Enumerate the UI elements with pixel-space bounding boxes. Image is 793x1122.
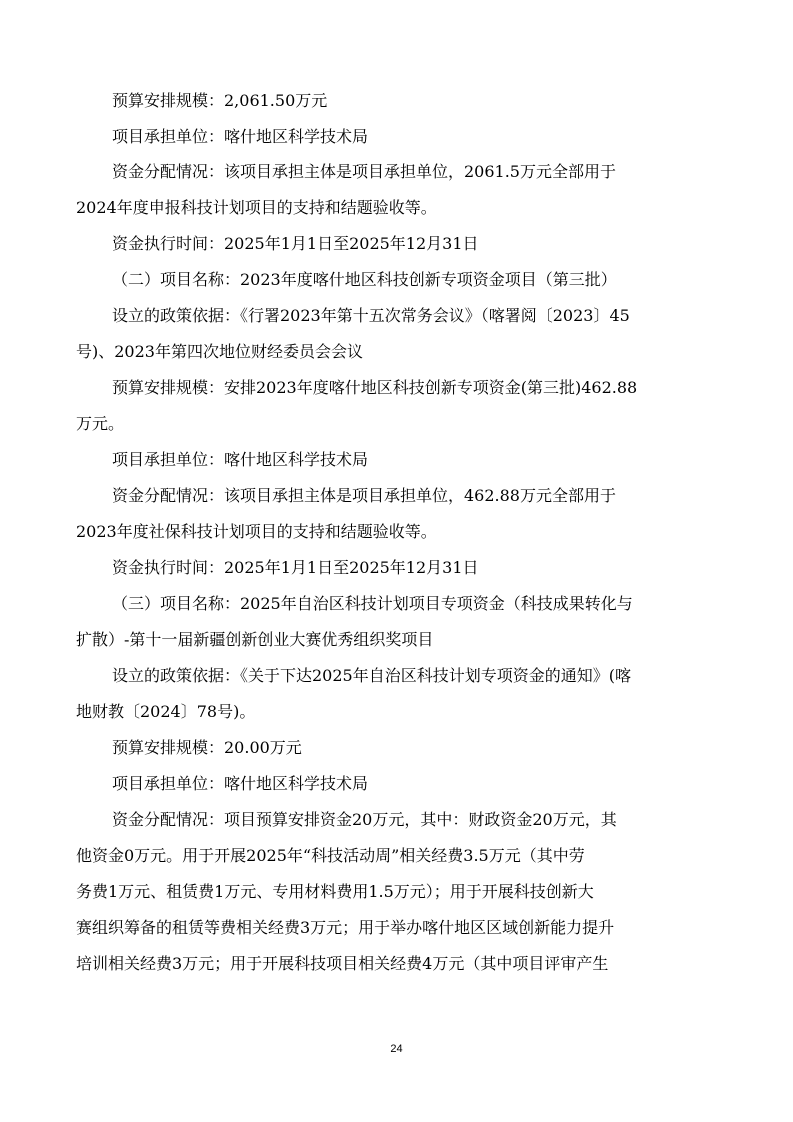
page-number: 24 <box>390 1043 403 1055</box>
text-line: 项目承担单位：喀什地区科学技术局 <box>112 774 369 793</box>
section-heading: （二）项目名称：2023年度喀什地区科技创新专项资金项目（第三批） <box>112 270 617 289</box>
section-heading: （三）项目名称：2025年自治区科技计划项目专项资金（科技成果转化与 <box>112 594 633 613</box>
text-line: 地财教〔2024〕78号)。 <box>76 702 256 721</box>
text-line: 资金分配情况：该项目承担主体是项目承担单位，2061.5万元全部用于 <box>112 162 616 181</box>
text-line: 2024年度申报科技计划项目的支持和结题验收等。 <box>76 198 437 217</box>
text-line: 务费1万元、租赁费1万元、专用材料费用1.5万元）；用于开展科技创新大 <box>76 882 594 901</box>
text-line: 预算安排规模：安排2023年度喀什地区科技创新专项资金(第三批)462.88 <box>112 378 638 397</box>
text-line: 扩散）-第十一届新疆创新创业大赛优秀组织奖项目 <box>76 630 434 649</box>
text-line: 预算安排规模：20.00万元 <box>112 738 302 757</box>
text-line: 项目承担单位：喀什地区科学技术局 <box>112 127 369 146</box>
text-line: 万元。 <box>76 414 125 433</box>
text-line: 资金执行时间：2025年1月1日至2025年12月31日 <box>112 558 479 577</box>
text-line: 设立的政策依据：《行署2023年第十五次常务会议》（喀署阅〔2023〕45 <box>112 306 630 325</box>
text-line: 号)、2023年第四次地位财经委员会会议 <box>76 342 363 361</box>
text-line: 预算安排规模：2,061.50万元 <box>112 91 328 110</box>
text-line: 2023年度社保科技计划项目的支持和结题验收等。 <box>76 522 437 541</box>
text-line: 赛组织筹备的租赁等费相关经费3万元；用于举办喀什地区区域创新能力提升 <box>76 918 615 937</box>
text-line: 资金分配情况：该项目承担主体是项目承担单位，462.88万元全部用于 <box>112 486 616 505</box>
text-line: 他资金0万元。用于开展2025年“科技活动周”相关经费3.5万元（其中劳 <box>76 846 585 865</box>
text-line: 培训相关经费3万元；用于开展科技项目相关经费4万元（其中项目评审产生 <box>76 954 609 973</box>
text-line: 项目承担单位：喀什地区科学技术局 <box>112 450 369 469</box>
text-line: 设立的政策依据：《关于下达2025年自治区科技计划专项资金的通知》(喀 <box>112 666 631 685</box>
text-line: 资金执行时间：2025年1月1日至2025年12月31日 <box>112 234 479 253</box>
text-line: 资金分配情况：项目预算安排资金20万元，其中：财政资金20万元，其 <box>112 810 617 829</box>
